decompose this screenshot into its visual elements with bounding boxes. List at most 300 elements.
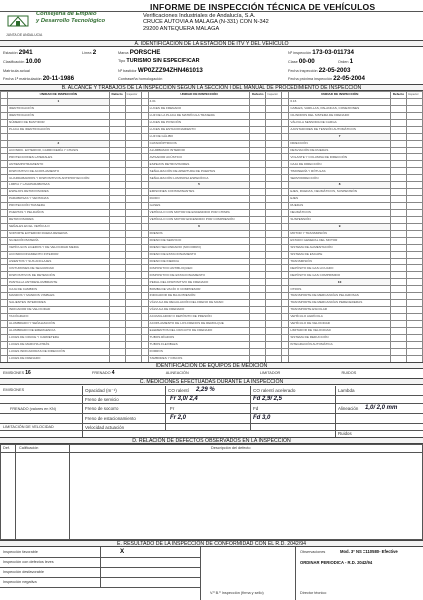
grid-inspector-cell [125, 154, 141, 161]
grid-code [282, 348, 289, 355]
grid-inspector-cell [407, 203, 423, 210]
grid-defect-cell [391, 203, 407, 210]
grid-inspector-cell [125, 272, 141, 279]
grid-inspector-cell [407, 265, 423, 272]
grid-inspector-cell [266, 119, 282, 126]
grid-defect-cell [391, 293, 407, 300]
grid-code [141, 279, 148, 286]
grid-inspector-cell [407, 341, 423, 348]
result-block [0, 547, 423, 600]
grid-inspector-cell [266, 189, 282, 196]
defects-col-calif: Calificación [19, 446, 39, 450]
grid-defect-cell [109, 230, 125, 237]
grid-unit-label: VEHÍCULO AGRÍCOLA [289, 314, 391, 321]
grid-code [1, 216, 8, 223]
grid-inspector-cell [125, 251, 141, 258]
grid-unit-label: VÁLVULA DE REGULACIÓN DEL FRENO DE MANO [148, 300, 250, 307]
grid-inspector-cell [407, 112, 423, 119]
orden-value: 1 [349, 58, 354, 65]
grid-row [1, 196, 423, 203]
section-e-title: E. RESULTADO DE LA INSPECCIÓN DE CONFORMIDAD CON EL R.D. 2042/94 [0, 540, 423, 547]
grid-row [1, 334, 423, 341]
grid-defect-cell [109, 251, 125, 258]
grid-row [1, 209, 423, 216]
grid-defect-cell [391, 161, 407, 168]
brand-line2: y Desarrollo Tecnológico [36, 18, 106, 24]
grid-defect-cell [250, 348, 266, 355]
grid-inspector-cell [125, 286, 141, 293]
grid-inspector-cell [125, 112, 141, 119]
grid-defect-cell [391, 105, 407, 112]
grid-unit-label: ACONDIC. EXTERIOR, CARROCERÍA Y CHASIS [8, 147, 110, 154]
grid-code [1, 161, 8, 168]
grid-row [1, 133, 423, 140]
grid-inspector-cell [407, 286, 423, 293]
grid-code [141, 244, 148, 251]
grid-code [141, 327, 148, 334]
grid-unit-label: MOTOR Y TRANSMISIÓN [289, 230, 391, 237]
grid-code [282, 265, 289, 272]
grid-code [282, 168, 289, 175]
grid-code [141, 168, 148, 175]
grid-defect-cell [250, 105, 266, 112]
grid-inspector-cell [407, 314, 423, 321]
grid-inspector-cell [407, 272, 423, 279]
grid-inspector-cell [407, 230, 423, 237]
grid-code [1, 203, 8, 210]
grid-code [282, 320, 289, 327]
grid-unit-label: SEÑALIZACIÓN DE APERTURA DE PUERTAS [148, 168, 250, 175]
grid-unit-label: RUIDO [148, 196, 250, 203]
grid-defect-cell [250, 334, 266, 341]
grid-row [1, 119, 423, 126]
grid-defect-cell [391, 209, 407, 216]
grid-inspector-cell [407, 279, 423, 286]
freno-socorro-fr: Fr [170, 406, 175, 411]
firma-label: V.º B.º Inspección (firma y sello) [210, 591, 264, 595]
grid-code [1, 209, 8, 216]
grid-defect-cell [391, 147, 407, 154]
grid-unit-label: ANTIEMPOTRAMIENTO [8, 161, 110, 168]
grid-code [282, 196, 289, 203]
grid-inspector-cell [407, 154, 423, 161]
grid-code [1, 223, 8, 230]
brand-block [36, 11, 105, 25]
grid-inspector-cell [266, 237, 282, 244]
grid-code [282, 251, 289, 258]
grid-code [1, 279, 8, 286]
grid-unit-label: DESVIACIÓN DE RUEDAS [289, 147, 391, 154]
grid-code [141, 209, 148, 216]
grid-code [282, 119, 289, 126]
brand-line1: Consejería de Empleo [36, 11, 97, 17]
grid-row [1, 203, 423, 210]
grid-code [1, 272, 8, 279]
grid-inspector-cell [125, 307, 141, 314]
fecha-proxima-field: Fecha próxima inspección 22-05-2004 [288, 75, 365, 82]
grid-code [141, 140, 148, 147]
grid-unit-label: ESPEJOS RETROVISORES [148, 161, 250, 168]
grid-defect-cell [109, 105, 125, 112]
grid-unit-label: PROTECCIONES LATERALES [8, 154, 110, 161]
grid-defect-cell [250, 251, 266, 258]
grid-inspector-cell [125, 258, 141, 265]
grid-defect-cell [391, 244, 407, 251]
grid-inspector-cell [266, 341, 282, 348]
grid-unit-label: SEÑALES EN EL VEHÍCULO [8, 223, 110, 230]
grid-row [1, 98, 423, 105]
grid-defect-cell [250, 189, 266, 196]
grid-unit-label: LUCES DE MARCHA ATRÁS [8, 341, 110, 348]
grid-unit-label: TUBOS RÍGIDOS [148, 334, 250, 341]
grid-defect-cell [391, 307, 407, 314]
grid-unit-label: TACÓGRAFO [8, 314, 110, 321]
freno-servicio-fr: Fr 3,0/ 2,4 [170, 396, 198, 402]
grid-unit-label: FRENO DE SERVICIO [148, 237, 250, 244]
desfavorable-label: Inspección desfavorable [3, 570, 44, 574]
grid-inspector-cell [407, 293, 423, 300]
grid-code [1, 286, 8, 293]
grid-inspector-cell [407, 161, 423, 168]
grid-code [1, 341, 8, 348]
grid-code [1, 300, 8, 307]
grid-inspector-cell [407, 147, 423, 154]
grid-inspector-cell [125, 175, 141, 182]
grid-unit-label: LUZ DE LA PLACA DE MATRÍCULA TRASERA [148, 112, 250, 119]
grid-inspector-cell [125, 334, 141, 341]
grid-unit-label [8, 133, 110, 140]
grid-defect-cell [250, 314, 266, 321]
section-c-title: C. MEDICIONES EFECTUADAS DURANTE LA INSPECCIÓN [0, 378, 423, 385]
grid-code [141, 126, 148, 133]
grid-defect-cell [391, 154, 407, 161]
grid-inspector-cell [266, 133, 282, 140]
grid-defect-cell [250, 126, 266, 133]
grid-row [1, 272, 423, 279]
observaciones-line1: Mod. 3º NS =110580- Efective [340, 549, 398, 554]
grid-unit-label: LUCES DE POSICIÓN [148, 119, 250, 126]
grid-inspector-cell [407, 223, 423, 230]
defects-col-desc: Descripción del defecto [211, 446, 251, 450]
grid-defect-cell [250, 216, 266, 223]
grid-defect-cell [109, 119, 125, 126]
grid-unit-label: CAJA DE CAMBIOS [8, 286, 110, 293]
grid-unit-label: VEHÍCULO CON MOTOR ENCENDIDO POR COMPRESIÓN [148, 216, 250, 223]
grid-unit-label: DISPOSITIVO DE ACOPLAMIENTO [8, 168, 110, 175]
grid-defect-cell [109, 126, 125, 133]
grid-code [282, 314, 289, 321]
freno-estac-fr: Fr 2,0 [170, 415, 187, 421]
grid-inspector-cell [266, 300, 282, 307]
grid-unit-label: AVISADOR ACÚSTICO [148, 154, 250, 161]
grid-unit-label: VÁLVULA SENSORA DE CARGA [289, 119, 391, 126]
grid-row [1, 147, 423, 154]
grid-code [1, 105, 8, 112]
grid-code [1, 314, 8, 321]
grid-defect-cell [391, 168, 407, 175]
grid-inspector-cell [125, 237, 141, 244]
grid-unit-label: OTROS [289, 286, 391, 293]
grid-inspector-cell [125, 209, 141, 216]
grid-defect-cell [109, 196, 125, 203]
grid-inspector-cell [125, 168, 141, 175]
grid-code [282, 279, 289, 286]
freno-estac-fd: Fd 3,0 [253, 415, 271, 421]
grid-code [282, 334, 289, 341]
grid-code [282, 182, 289, 189]
grid-inspector-cell [266, 196, 282, 203]
grid-row [1, 237, 423, 244]
equipo-frenado: 4 [111, 370, 115, 376]
grid-unit-label: TIMONERÍA Y RÓTULAS [289, 168, 391, 175]
grid-unit-label: TRANSPORTE DE MERCANCÍAS PELIGROSAS [289, 293, 391, 300]
observaciones-line2: ORDINAR PERIODICA - R.D. 2042/94 [300, 560, 373, 565]
grid-inspector-cell [125, 203, 141, 210]
grid-defect-cell [391, 223, 407, 230]
grid-inspector-cell [266, 105, 282, 112]
grid-inspector-cell [407, 140, 423, 147]
grid-inspector-cell [266, 209, 282, 216]
grid-unit-label: FRENOS [148, 230, 250, 237]
grid-code [141, 348, 148, 355]
grid-unit-label: FRENO SECUNDARIO (SOCORRO) [148, 244, 250, 251]
grid-defect-cell [391, 112, 407, 119]
grid-unit-label: VÁLVULA DE FRENADO [148, 307, 250, 314]
grid-code [1, 126, 8, 133]
grid-code [1, 168, 8, 175]
marca-value: PORSCHE [129, 49, 161, 56]
grid-unit-label: FRENO DE INERCIA [148, 258, 250, 265]
co-ralenti-value: 2,29 % [196, 387, 215, 393]
grid-unit-label: VOLANTE Y COLUMNA DE DIRECCIÓN [289, 154, 391, 161]
grid-defect-cell [250, 223, 266, 230]
grid-code [282, 112, 289, 119]
page-title: INFORME DE INSPECCIÓN TÉCNICA DE VEHÍCULOS [150, 2, 376, 12]
grid-code [1, 230, 8, 237]
defects-col-def: Def. [3, 446, 10, 450]
grid-defect-cell [391, 272, 407, 279]
grid-code [282, 293, 289, 300]
grid-code [282, 147, 289, 154]
grid-defect-cell [250, 293, 266, 300]
grid-inspector-cell [407, 196, 423, 203]
company-block [143, 13, 269, 32]
grid-code [282, 203, 289, 210]
grid-unit-label: DIRECCIÓN [289, 140, 391, 147]
grid-code [141, 341, 148, 348]
grid-code [141, 272, 148, 279]
grid-defect-cell [391, 348, 407, 355]
grid-unit-label: SISTEMA DE ALIMENTACIÓN [289, 244, 391, 251]
grid-row [1, 112, 423, 119]
grid-unit-label: VEHÍCULO DE VELOCIDAD [289, 320, 391, 327]
grid-defect-cell [250, 140, 266, 147]
grid-group-number: 5 [148, 182, 250, 189]
grid-code [141, 154, 148, 161]
grid-inspector-cell [407, 327, 423, 334]
grid-defect-cell [391, 265, 407, 272]
grid-head-2: UNIDAD DE INSPECCIÓN [148, 92, 250, 99]
grid-defect-cell [109, 182, 125, 189]
grid-unit-label: DISPOSITIVO DE ESTACIONAMIENTO [148, 272, 250, 279]
grid-defect-cell [391, 251, 407, 258]
grid-defect-cell [391, 286, 407, 293]
grid-group-number: 8 [289, 182, 391, 189]
grid-unit-label: VEHÍCULOS LIGEROS Y DE VELOCIDAD MEDIA [8, 244, 110, 251]
junta-andalucia-logo-icon [6, 12, 30, 32]
grid-inspector-cell [407, 98, 423, 105]
grid-code [1, 98, 8, 105]
grid-defect-cell [109, 237, 125, 244]
grid-defect-cell [109, 300, 125, 307]
grid-inspector-cell [266, 244, 282, 251]
estacion-value: 2941 [18, 49, 33, 56]
med-frenado-label: FRENADO (valores en KN) [10, 407, 56, 411]
grid-defect-cell [391, 334, 407, 341]
grid-code [141, 147, 148, 154]
grid-defect-cell [250, 327, 266, 334]
grid-unit-label: EJES [289, 196, 391, 203]
grid-code [282, 154, 289, 161]
lambda-label: Lambda [338, 388, 355, 393]
grid-unit-label: LUCES DE CRUCE Y CARRETERA [8, 334, 110, 341]
grid-unit-label: LUZ DE GÁLIBO [148, 133, 250, 140]
grid-inspector-cell [407, 133, 423, 140]
grid-defect-cell [250, 258, 266, 265]
grid-unit-label: SOPORTE EXTERIOR RUEDA RESERVA [8, 230, 110, 237]
grid-code [282, 327, 289, 334]
ruidos-label: Ruidos [338, 431, 352, 436]
grid-row [1, 126, 423, 133]
grid-code [282, 272, 289, 279]
grid-unit-label: FRENO DE ESTACIONAMIENTO [148, 251, 250, 258]
grid-code [282, 223, 289, 230]
grid-inspector-cell [407, 251, 423, 258]
grid-inspector-cell [125, 230, 141, 237]
grid-code [1, 133, 8, 140]
fecha-matriculacion-value: 20-11-1986 [42, 75, 75, 82]
clase-value: 00-00 [298, 58, 315, 65]
fecha-proxima-value: 22-05-2004 [333, 75, 365, 82]
grid-defect-cell [250, 133, 266, 140]
grid-defect-cell [391, 216, 407, 223]
grid-inspector-cell [125, 182, 141, 189]
grid-group-number: 2 [8, 140, 110, 147]
freno-socorro-label: Freno de socorro [85, 406, 119, 411]
grid-unit-label: INTEGRACIÓN AUTOMÁTICA [289, 341, 391, 348]
freno-socorro-fd: Fd [253, 406, 259, 411]
defects-table [0, 444, 423, 540]
grid-defect-cell [109, 223, 125, 230]
grid-defect-cell [391, 175, 407, 182]
grid-unit-label: LIMPIA Y LAVAPARABRISAS [8, 182, 110, 189]
grid-inspector-cell [266, 286, 282, 293]
section-d-title: D. RELACIÓN DE DEFECTOS OBSERVADOS EN LA INSPECCIÓN [0, 437, 423, 444]
grid-unit-label: SALIENTES INTERIORES [8, 300, 110, 307]
grid-unit-label: DEPÓSITO DE GAS LICUADO [289, 265, 391, 272]
grid-defect-cell [391, 182, 407, 189]
grid-group-number: 10 [289, 279, 391, 286]
grid-code [141, 265, 148, 272]
grid-code [282, 175, 289, 182]
grid-inspector-cell [266, 348, 282, 355]
grid-inspector-cell [266, 147, 282, 154]
grid-row [1, 230, 423, 237]
grid-row [1, 300, 423, 307]
grid-unit-label: PROTECCIÓN TRASERA [8, 203, 110, 210]
grid-defect-cell [391, 327, 407, 334]
grid-inspector-cell [125, 223, 141, 230]
grid-code [1, 196, 8, 203]
grid-unit-label: SISTEMA DE REDUCCIÓN [289, 334, 391, 341]
grid-code [282, 209, 289, 216]
grid-code [282, 300, 289, 307]
grid-inspector-cell [407, 334, 423, 341]
grid-code [1, 334, 8, 341]
tipo-field: Tipo TURISMO SIN ESPECIFICAR [118, 58, 200, 64]
grid-row [1, 348, 423, 355]
grid-row [1, 223, 423, 230]
grid-unit-label: TRANSMISIÓN [289, 258, 391, 265]
grid-code [282, 140, 289, 147]
grid-defect-cell [250, 230, 266, 237]
grid-unit-label: DEPÓSITO DE GAS COMPRIMIDO [289, 272, 391, 279]
marca-field: Marca PORSCHE [118, 49, 161, 56]
grid-inspector-cell [407, 307, 423, 314]
ninspeccion-value: 173-03-011734 [312, 49, 354, 56]
co-acelerado-label: CO ralentí acelerado [253, 388, 296, 393]
grid-code [141, 334, 148, 341]
grid-code [141, 161, 148, 168]
grid-defect-cell [109, 286, 125, 293]
grid-defect-cell [250, 279, 266, 286]
grid-inspector-cell [266, 216, 282, 223]
grid-inspector-cell [125, 327, 141, 334]
grid-code [141, 307, 148, 314]
grid-unit-label: SISTEMA DE ESCAPE [289, 251, 391, 258]
grid-unit-label: SUJECIÓN BATERÍA [8, 237, 110, 244]
grid-row [1, 189, 423, 196]
grid-inspector-cell [125, 161, 141, 168]
favorable-label: Inspección favorable [3, 550, 38, 554]
grid-defect-cell [109, 147, 125, 154]
grid-unit-label: PARABRISAS Y VENTANAS [8, 196, 110, 203]
grid-defect-cell [250, 168, 266, 175]
grid-inspector-cell [407, 126, 423, 133]
grid-unit-label: AJUSTADORES DE TENSIÓN AUTOMÁTICOS [289, 126, 391, 133]
grid-group-number: 1 [8, 98, 110, 105]
grid-code [141, 189, 148, 196]
grid-unit-label: GUARDABARROS Y DISPOSITIVOS ANTIPROYECCIÓN [8, 175, 110, 182]
alineacion-label: Alineación [338, 406, 359, 411]
grid-unit-label: TAMBORES Y DISCOS [148, 355, 250, 362]
grid-defect-cell [109, 320, 125, 327]
grid-inspector-cell [266, 161, 282, 168]
grid-unit-label: MANDOS Y MANDOS VISIBLES [8, 293, 110, 300]
grid-defect-cell [109, 314, 125, 321]
grid-code [282, 133, 289, 140]
grid-inspector-cell [125, 98, 141, 105]
grid-unit-label: SERVODIRECCIÓN [289, 175, 391, 182]
grid-defect-cell [109, 203, 125, 210]
grid-row [1, 105, 423, 112]
grid-unit-label: SEÑALIZACIÓN LUMINOSA ESPECÍFICA [148, 175, 250, 182]
grid-inspector-cell [266, 98, 282, 105]
grid-row [1, 168, 423, 175]
grid-defect-cell [250, 244, 266, 251]
grid-unit-label: EJES, RUEDAS, NEUMÁTICOS, SUSPENSIÓN [289, 189, 391, 196]
grid-row [1, 327, 423, 334]
